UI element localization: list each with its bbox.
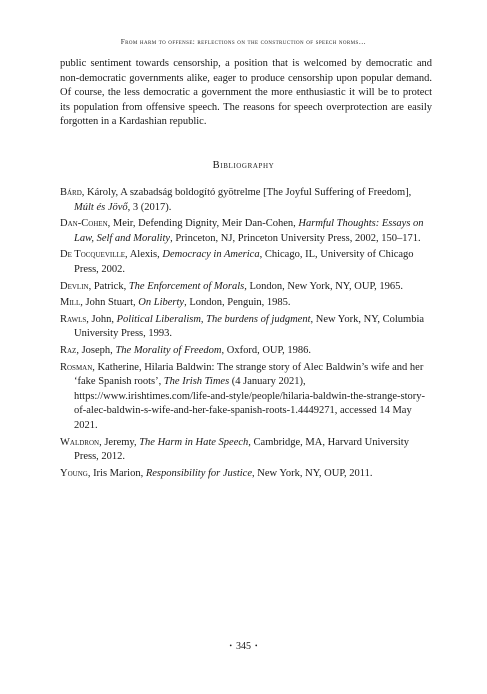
body-paragraph: public sentiment towards censorship, a position that is welcomed by democratic and non-democratic governments alike, eager to produce censorship upon popular demand. Of course, the less democratic a government the more enthusiastic it will be to protect its population from offensive speech. The reasons for speech overprotection are easily forgotten in a Kardashian republic. [60, 58, 432, 128]
entry-text: , Iris Marion, [87, 467, 146, 479]
entry-title: Democracy in America [162, 249, 260, 261]
bibliography-entry [60, 217, 432, 246]
entry-details: , New York, NY, Columbia University Press, 1993. [74, 313, 425, 340]
entry-title: Múlt és Jövő [74, 201, 128, 213]
bibliography-entry [60, 436, 432, 465]
bibliography-entry [60, 344, 432, 359]
entry-author: Mill [60, 297, 81, 309]
entry-author: Raz [60, 344, 77, 356]
entry-author: Young [60, 467, 88, 479]
entry-text: , Patrick, [88, 280, 129, 292]
entry-text: , Joseph, [76, 344, 116, 356]
bullet-left: • [229, 642, 232, 650]
entry-title: Responsibility for Justice [145, 467, 253, 479]
entry-author: Bárd [60, 187, 82, 198]
entry-author: Dan-Cohen [60, 218, 108, 230]
entry-details: , London, Penguin, 1985. [184, 297, 291, 309]
entry-text: , Alexis, [125, 249, 163, 261]
entry-details: , New York, NY, OUP, 2011. [252, 467, 373, 479]
bibliography-entry [60, 361, 432, 434]
bibliography-entry [60, 313, 432, 342]
running-head: From harm to offense: reflections on the construction of speech norms… [120, 38, 367, 46]
bibliography-entry [60, 296, 432, 311]
entry-title: The Enforcement of Morals [128, 280, 245, 292]
bullet-right: • [255, 642, 258, 650]
entry-title: The Harm in Hate Speech [139, 436, 249, 448]
entry-details: , Princeton, NJ, Princeton University Press, 2002, 150–171. [170, 232, 421, 244]
entry-title: The Irish Times [163, 376, 230, 388]
entry-text: , John Stuart, [80, 297, 139, 309]
entry-details: , Chicago, IL, University of Chicago Press, 2002. [74, 249, 414, 275]
entry-details: , London, New York, NY, OUP, 1965. [244, 280, 404, 292]
bibliography-heading: Bibliography [212, 160, 275, 171]
entry-text: , Katherine, Hilaria Baldwin: The strange story of Alec Baldwin’s wife and her ‘fake Spanish roots’, [74, 361, 424, 388]
bibliography-entry [60, 467, 432, 482]
entry-details: (4 January 2021), https://www.irishtimes.com/life-and-style/people/hilaria-baldwin-the-strange-story-of-alec-baldwin-s-wife-and-her-fake-spanish-roots-1.4449271, accessed 14 May 2021. [74, 376, 425, 431]
bibliography-entry [60, 248, 432, 277]
entry-details: , Oxford, OUP, 1986. [221, 344, 312, 356]
entry-author: De Tocqueville [60, 249, 126, 261]
page-number-value: 345 [236, 641, 251, 652]
entry-text: , John, [86, 313, 117, 325]
entry-text: , Jeremy, [99, 436, 140, 448]
entry-author: Rosman [60, 361, 93, 373]
entry-title: On Liberty [138, 297, 185, 309]
entry-title: Harmful Thoughts: Essays on Law, Self and Morality [74, 218, 424, 244]
entry-author: Rawls [60, 313, 87, 325]
bibliography-list [60, 186, 432, 483]
entry-text: , Károly, A szabadság boldogító gyötrelme [The Joyful Suffering of Freedom], [81, 187, 412, 198]
entry-details: , 3 (2017). [127, 201, 172, 213]
page-number [0, 641, 487, 652]
entry-details: , Cambridge, MA, Harvard University Press, 2012. [74, 436, 409, 463]
entry-text: , Meir, Defending Dignity, Meir Dan-Cohen, [107, 218, 299, 230]
entry-title: The Morality of Freedom [115, 344, 222, 356]
entry-title: Political Liberalism, The burdens of judgment [116, 313, 311, 325]
entry-author: Devlin [60, 280, 89, 292]
bibliography-entry [60, 186, 432, 215]
entry-author: Waldron [60, 436, 100, 448]
bibliography-entry [60, 280, 432, 295]
